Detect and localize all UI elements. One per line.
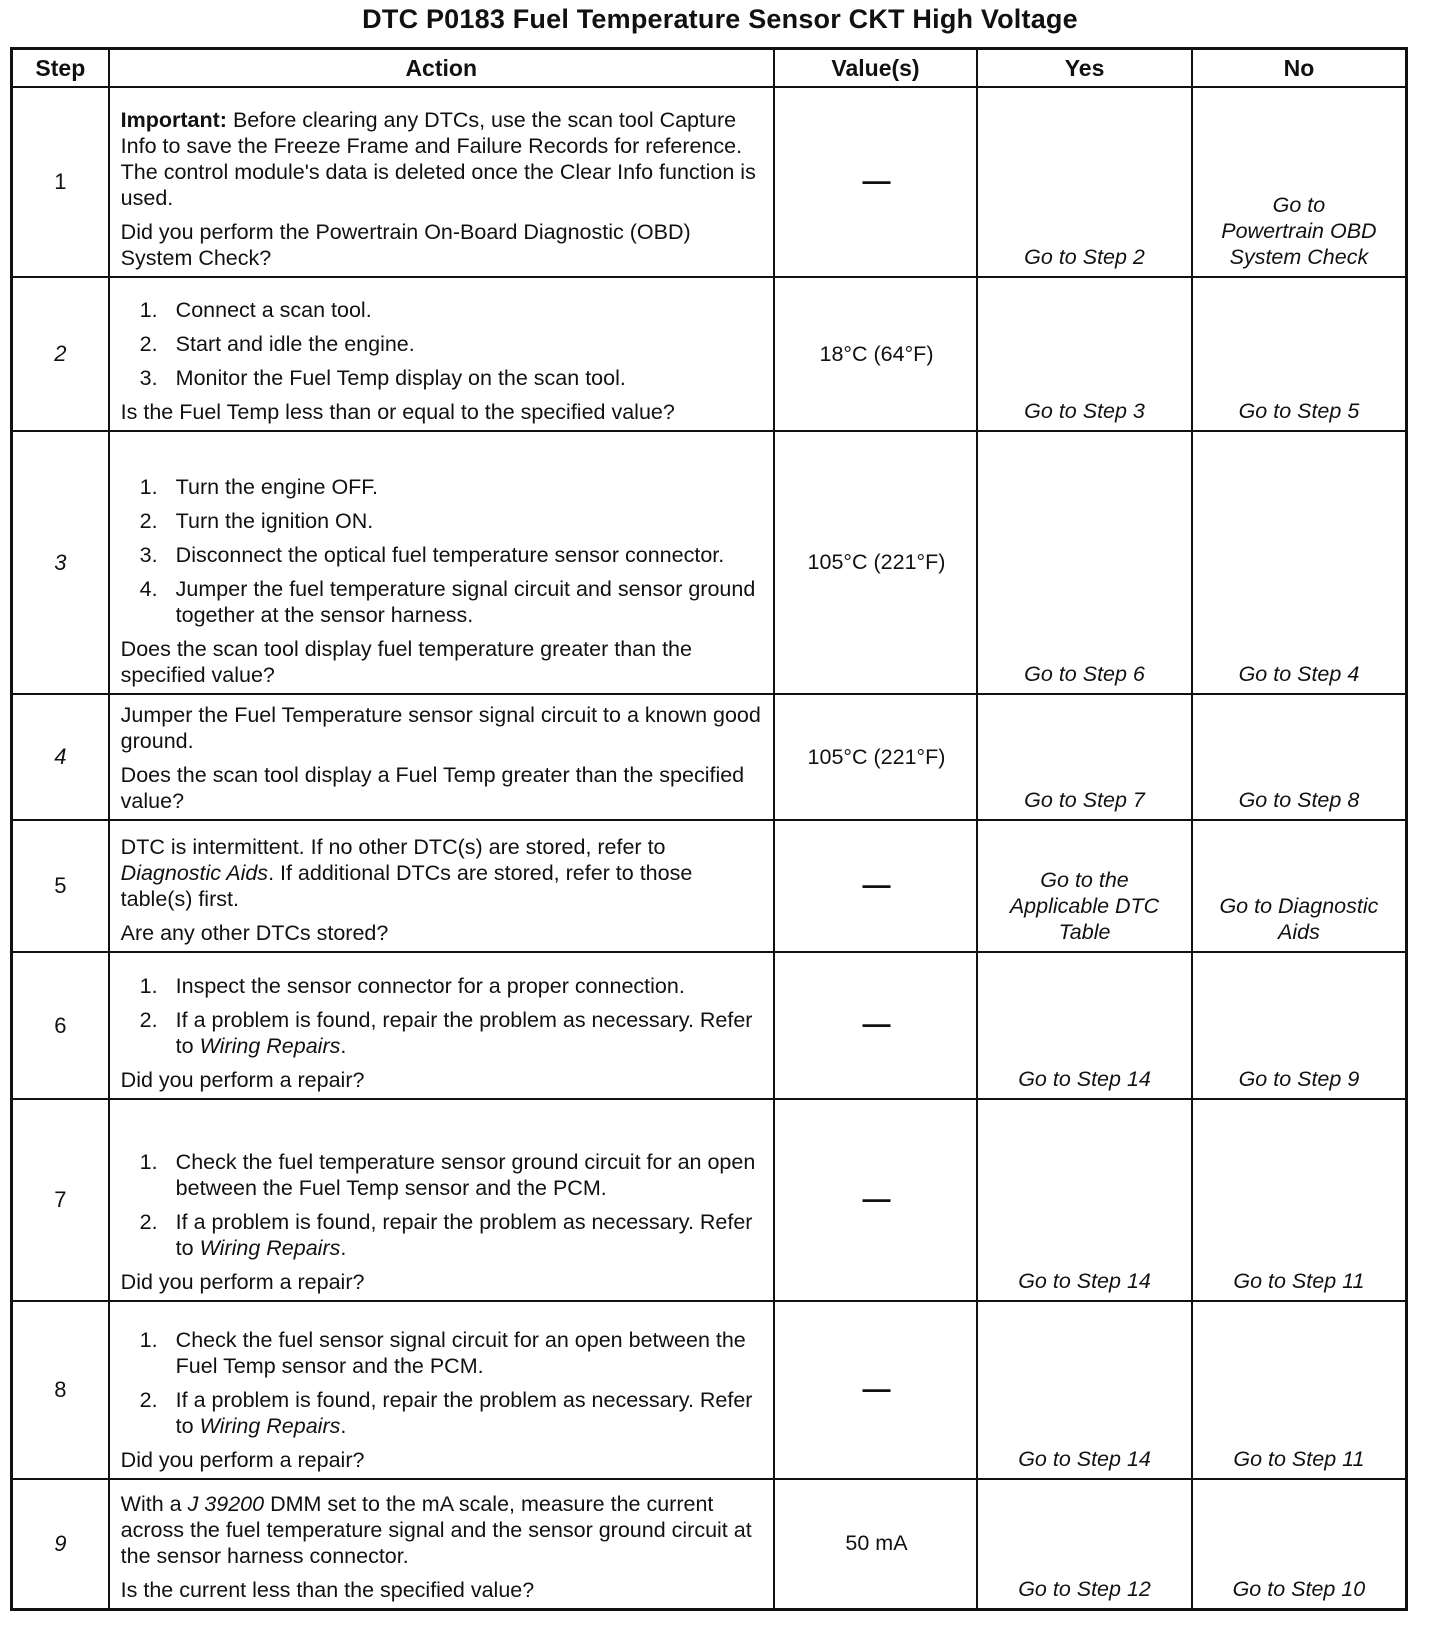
yes-link[interactable]: Go to Step 3 [1024, 399, 1145, 423]
important-label: Important: [120, 108, 227, 132]
action-list [121, 1327, 764, 1439]
no-link[interactable]: Go to Step 10 [1232, 1576, 1366, 1601]
yes-link[interactable]: Go to Step 7 [1024, 788, 1145, 812]
step-number: 4 [12, 694, 109, 820]
action-question: Is the Fuel Temp less than or equal to the specified value? [120, 400, 675, 424]
step-number: 7 [12, 1099, 109, 1301]
step-number: 3 [12, 431, 109, 694]
table-row [12, 820, 1407, 952]
value-dash: — [862, 1008, 891, 1039]
action-question: Did you perform a repair? [120, 1068, 365, 1092]
action-list [121, 474, 764, 628]
list-item: 2. Start and idle the engine. [139, 332, 415, 356]
yes-cell [977, 431, 1192, 694]
yes-cell [977, 1301, 1192, 1479]
tool-ref: J 39200 [187, 1491, 265, 1516]
action-text: Jumper the Fuel Temperature sensor signal circuit to a known good ground. [120, 703, 761, 753]
action-list [121, 973, 764, 1059]
no-cell [1192, 277, 1407, 431]
list-item: 3. Disconnect the optical fuel temperature sensor connector. [139, 543, 725, 567]
no-link[interactable]: Go to Step 5 [1238, 399, 1360, 423]
value-cell [774, 952, 977, 1099]
table-header-row [12, 49, 1407, 88]
action-cell [109, 1479, 774, 1609]
list-item: 2. If a problem is found, repair the problem as necessary. Refer to Wiring Repairs. [139, 1008, 753, 1058]
table-row [12, 1301, 1407, 1479]
no-cell [1192, 820, 1407, 952]
table-row [12, 277, 1407, 431]
list-item: 1. Inspect the sensor connector for a proper connection. [139, 974, 685, 998]
action-cell [109, 1099, 774, 1301]
table-row [12, 1099, 1407, 1301]
action-cell [109, 87, 774, 277]
action-list [121, 1149, 764, 1261]
table-row [12, 87, 1407, 277]
action-question: Are any other DTCs stored? [120, 921, 389, 945]
action-cell [109, 277, 774, 431]
value-dash: — [862, 868, 891, 900]
no-cell [1192, 1301, 1407, 1479]
value-cell: 50 mA [774, 1479, 977, 1609]
yes-link[interactable]: Go to Step 14 [1018, 1269, 1151, 1293]
action-text: With a J 39200 DMM set to the mA scale, measure the current across the fuel temperature signal and the sensor ground circuit at the sensor harness connector. [120, 1491, 752, 1568]
wiring-repairs-ref[interactable]: Wiring Repairs [199, 1034, 341, 1058]
action-cell [109, 952, 774, 1099]
important-note [121, 107, 764, 211]
yes-cell [977, 1099, 1192, 1301]
yes-cell [977, 820, 1192, 952]
diagnostic-aids-ref[interactable]: Diagnostic Aids [120, 861, 269, 885]
value-cell [774, 1301, 977, 1479]
header-step: Step [12, 49, 109, 88]
yes-link[interactable]: Go to Step 6 [1024, 662, 1145, 686]
no-link[interactable]: Go to Step 11 [1233, 1447, 1365, 1471]
yes-cell [977, 952, 1192, 1099]
list-item: 2. Turn the ignition ON. [139, 509, 374, 533]
header-yes: Yes [977, 49, 1192, 88]
wiring-repairs-ref[interactable]: Wiring Repairs [199, 1236, 341, 1260]
action-cell [109, 694, 774, 820]
no-link[interactable]: Go to Step 8 [1238, 788, 1360, 812]
list-item: 4. Jumper the fuel temperature signal circuit and sensor ground together at the sensor harness. [139, 577, 756, 627]
yes-cell [977, 87, 1192, 277]
list-item: 2. If a problem is found, repair the problem as necessary. Refer to Wiring Repairs. [139, 1388, 753, 1438]
action-cell [109, 820, 774, 952]
no-cell [1192, 952, 1407, 1099]
step-number: 2 [12, 277, 109, 431]
table-row [12, 952, 1407, 1099]
value-dash: — [862, 1372, 891, 1404]
document-title: DTC P0183 Fuel Temperature Sensor CKT High Voltage [362, 4, 1078, 34]
action-question: Did you perform a repair? [120, 1270, 365, 1294]
value-cell [774, 820, 977, 952]
value-cell [774, 87, 977, 277]
list-item: 1. Check the fuel sensor signal circuit for an open between the Fuel Temp sensor and the PCM. [139, 1328, 746, 1378]
yes-link[interactable]: Go to Step 12 [1018, 1576, 1151, 1601]
no-link[interactable]: Go to Step 4 [1238, 662, 1360, 686]
yes-cell [977, 277, 1192, 431]
table-row [12, 431, 1407, 694]
yes-link[interactable]: Go to Step 2 [1024, 245, 1145, 269]
yes-link[interactable]: Go to Step 14 [1018, 1067, 1151, 1091]
value-cell: 105°C (221°F) [774, 431, 977, 694]
no-prefix: Go to [1272, 193, 1326, 217]
value-cell: 18°C (64°F) [774, 277, 977, 431]
no-cell [1192, 431, 1407, 694]
step-number: 6 [12, 952, 109, 1099]
action-question: Is the current less than the specified value? [120, 1577, 535, 1602]
list-item: 1. Connect a scan tool. [139, 298, 372, 322]
no-link[interactable]: Powertrain OBD System Check [1221, 219, 1377, 269]
list-item: 1. Check the fuel temperature sensor ground circuit for an open between the Fuel Temp sensor and the PCM. [139, 1150, 756, 1200]
yes-cell [977, 694, 1192, 820]
action-cell [109, 1301, 774, 1479]
value-dash: — [862, 1182, 891, 1214]
action-cell [109, 431, 774, 694]
action-question: Did you perform the Powertrain On-Board Diagnostic (OBD) System Check? [120, 220, 691, 270]
wiring-repairs-ref[interactable]: Wiring Repairs [199, 1414, 341, 1438]
value-cell: 105°C (221°F) [774, 694, 977, 820]
no-cell [1192, 1099, 1407, 1301]
no-link[interactable]: Go to Step 11 [1233, 1269, 1365, 1293]
no-cell [1192, 694, 1407, 820]
yes-link[interactable]: Go to Step 14 [1018, 1447, 1151, 1471]
header-action: Action [109, 49, 774, 88]
value-cell [774, 1099, 977, 1301]
diagnostic-table [10, 47, 1408, 1611]
table-row [12, 694, 1407, 820]
step-number: 9 [12, 1479, 109, 1609]
important-text: Before clearing any DTCs, use the scan tool Capture Info to save the Freeze Frame and Failure Records for reference. The control module's data is deleted once the Clear Info function is used. [120, 108, 756, 210]
no-cell [1192, 1479, 1407, 1609]
action-question: Did you perform a repair? [120, 1448, 365, 1472]
action-text: DTC is intermittent. If no other DTC(s) are stored, refer to Diagnostic Aids. If additional DTCs are stored, refer to those table(s) first. [120, 835, 693, 911]
header-no: No [1192, 49, 1407, 88]
header-values: Value(s) [774, 49, 977, 88]
list-item: 2. If a problem is found, repair the problem as necessary. Refer to Wiring Repairs. [139, 1210, 753, 1260]
table-row [12, 1479, 1407, 1609]
value-dash: — [862, 164, 891, 196]
step-number: 5 [12, 820, 109, 952]
list-item: 1. Turn the engine OFF. [139, 475, 379, 499]
no-cell [1192, 87, 1407, 277]
list-item: 3. Monitor the Fuel Temp display on the scan tool. [139, 366, 626, 390]
no-link[interactable]: Go to Diagnostic Aids [1219, 894, 1379, 944]
action-list [121, 297, 764, 391]
step-number: 1 [12, 87, 109, 277]
step-number: 8 [12, 1301, 109, 1479]
action-question: Does the scan tool display fuel temperature greater than the specified value? [120, 637, 692, 687]
yes-cell [977, 1479, 1192, 1609]
yes-link[interactable]: Go to the Applicable DTC Table [1009, 868, 1160, 944]
no-link[interactable]: Go to Step 9 [1238, 1067, 1360, 1091]
action-question: Does the scan tool display a Fuel Temp greater than the specified value? [120, 763, 745, 813]
